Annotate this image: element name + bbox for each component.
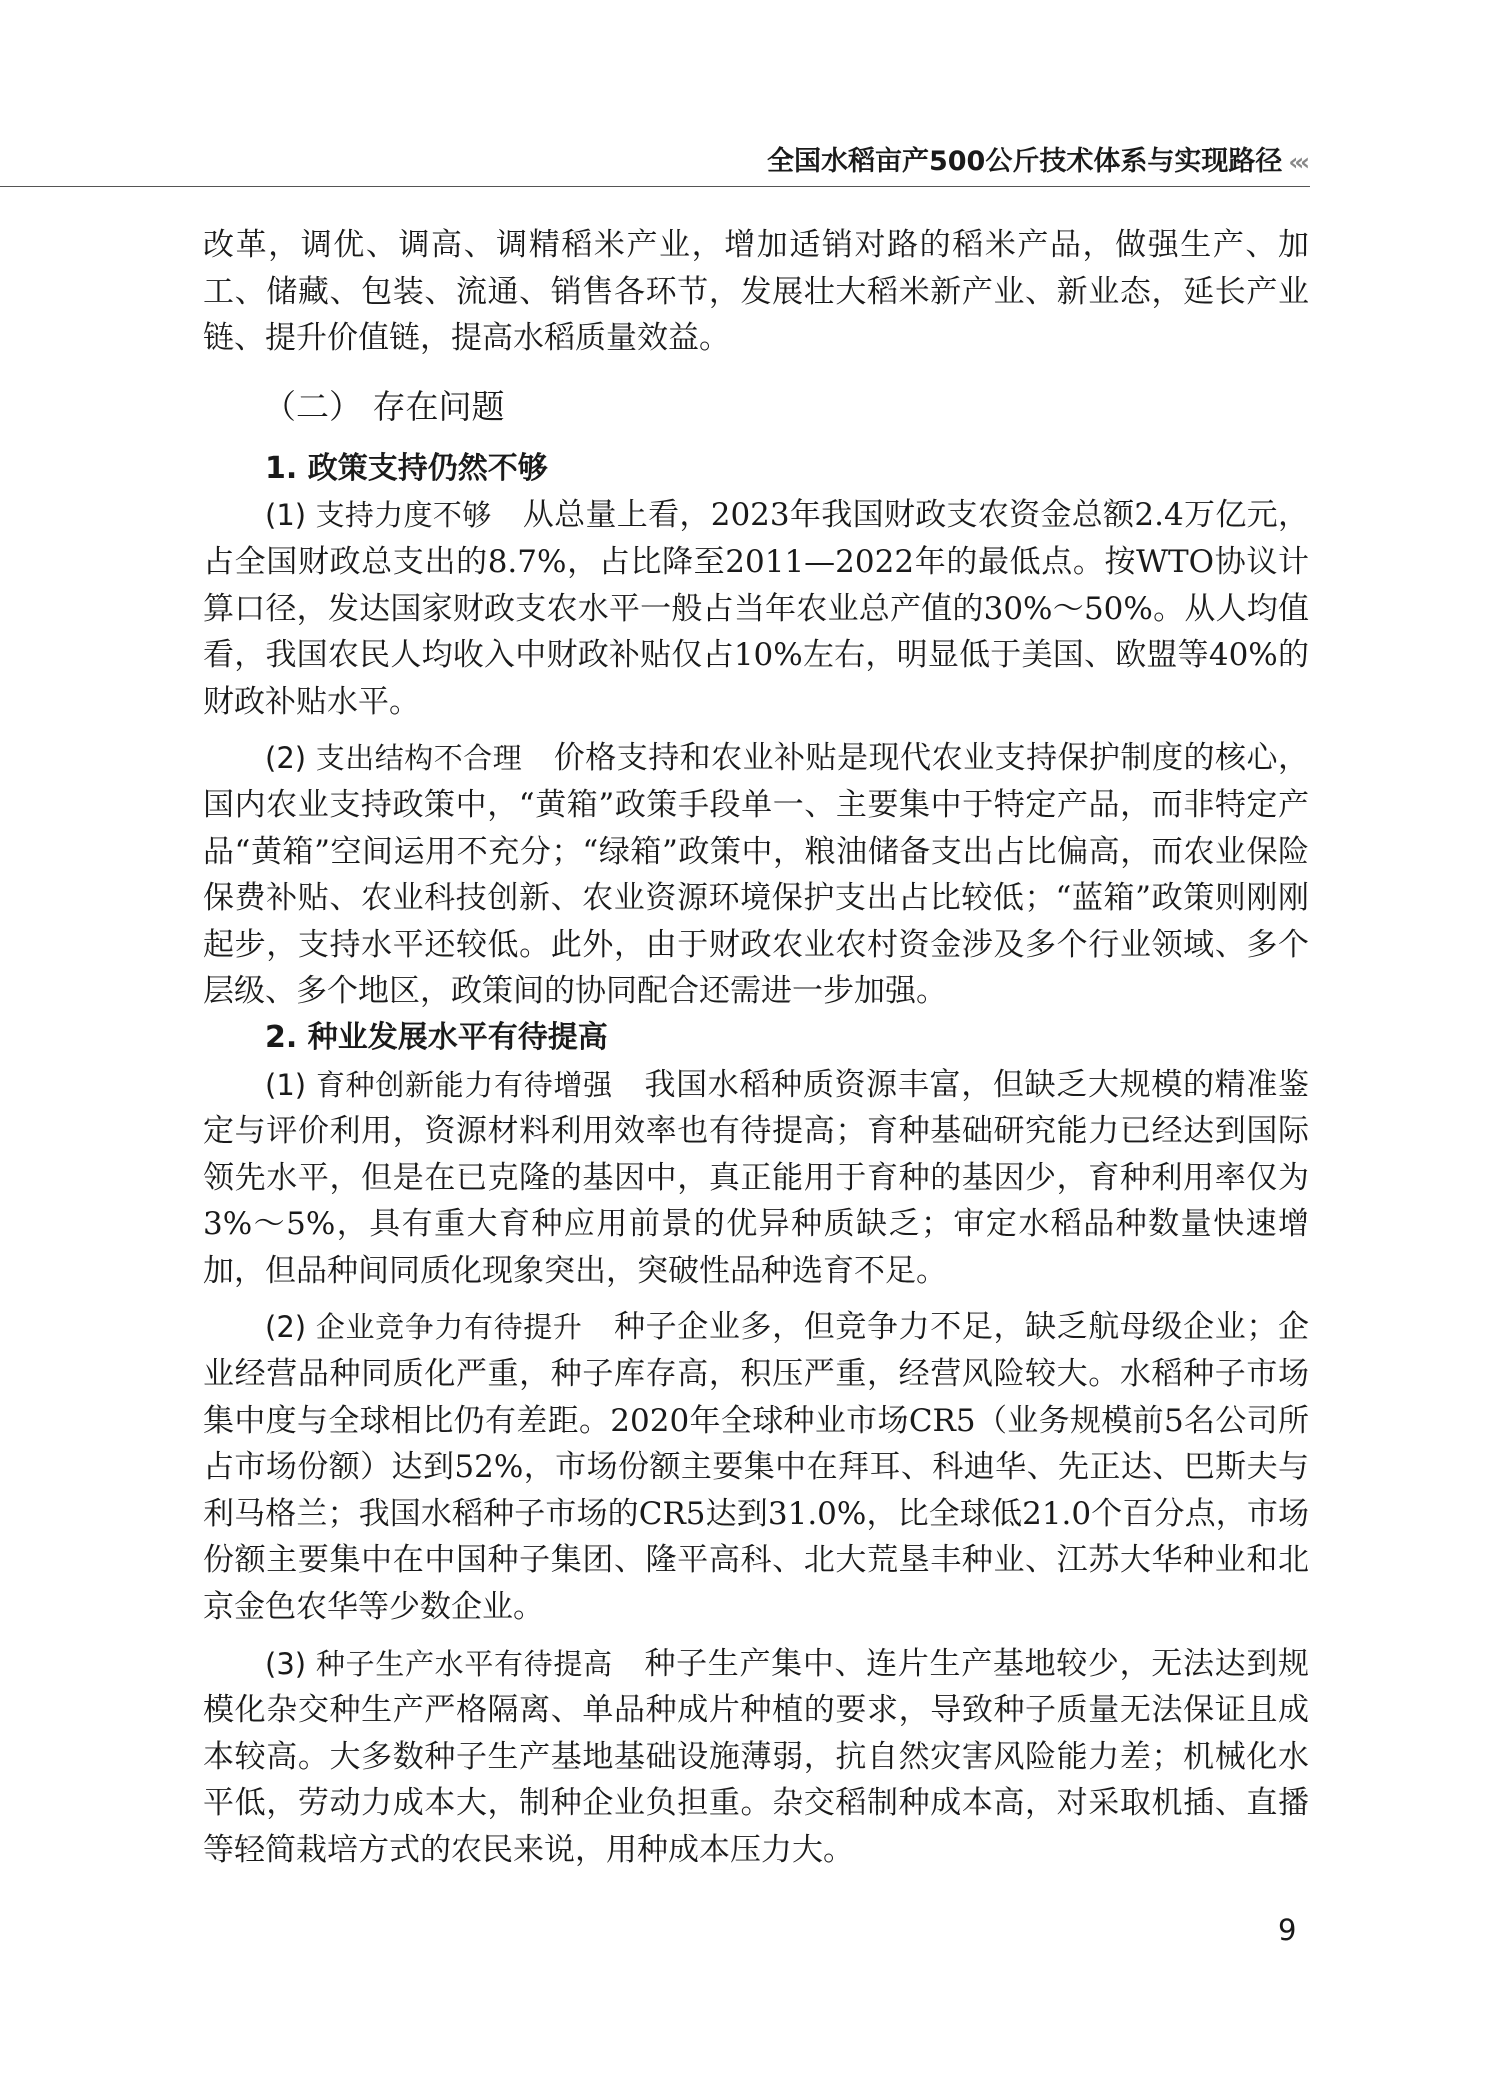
running-header (0, 142, 1306, 182)
section-heading: （二） 存在问题 (263, 386, 505, 426)
paragraph-lead: (3) 种子生产水平有待提高 (265, 1646, 613, 1681)
paragraph-breeding-innovation (203, 1062, 1309, 1295)
chevron-left-icon: ‹‹‹ (1288, 148, 1306, 176)
paragraph-text: 种子生产集中、连片生产基地较少，无法达到规模化杂交种生产严格隔离、单品种成片种植的要求，导致种子质量无法保证且成本较高。大多数种子生产基地基础设施薄弱，抗自然灾害风险能力差；机械化水平低，劳动力成本大，制种企业负担重。杂交稻制种成本高，对采取机插、直播等轻简栽培方式的农民来说，用种成本压力大。 (203, 1645, 1309, 1868)
subheading-seed-industry: 2. 种业发展水平有待提高 (265, 1019, 608, 1055)
paragraph-text: 我国水稻种质资源丰富，但缺乏大规模的精准鉴定与评价利用，资源材料利用效率也有待提高；育种基础研究能力已经达到国际领先水平，但是在已克隆的基因中，真正能用于育种的基因少，育种利用率仅为3%～5%，具有重大育种应用前景的优异种质缺乏；审定水稻品种数量快速增加，但品种间同质化现象突出，突破性品种选育不足。 (203, 1066, 1309, 1289)
paragraph-lead: (1) 支持力度不够 (265, 498, 492, 533)
paragraph-lead: (2) 支出结构不合理 (265, 741, 523, 776)
paragraph-lead: (1) 育种创新能力有待增强 (265, 1067, 613, 1102)
header-title: 全国水稻亩产500公斤技术体系与实现路径 (766, 146, 1283, 177)
paragraph-text: 价格支持和农业补贴是现代农业支持保护制度的核心，国内农业支持政策中，“黄箱”政策手段单一、主要集中于特定产品，而非特定产品“黄箱”空间运用不充分；“绿箱”政策中，粮油储备支出占比偏高，而农业保险保费补贴、农业科技创新、农业资源环境保护支出占比较低；“蓝箱”政策则刚刚起步，支持水平还较低。此外，由于财政农业农村资金涉及多个行业领域、多个层级、多个地区，政策间的协同配合还需进一步加强。 (203, 740, 1309, 1010)
paragraph-text: 从总量上看，2023年我国财政支农资金总额2.4万亿元，占全国财政总支出的8.7%，占比降至2011—2022年的最低点。按WTO协议计算口径，发达国家财政支农水平一般占当年农业总产值的30%～50%。从人均值看，我国农民人均收入中财政补贴仅占10%左右，明显低于美国、欧盟等40%的财政补贴水平。 (203, 497, 1309, 720)
paragraph-spending-structure (203, 735, 1309, 1015)
paragraph-lead: (2) 企业竞争力有待提升 (265, 1310, 583, 1345)
paragraph-support-strength (203, 492, 1309, 725)
paragraph-continuation: 改革，调优、调高、调精稻米产业，增加适销对路的稻米产品，做强生产、加工、储藏、包装、流通、销售各环节，发展壮大稻米新产业、新业态，延长产业链、提升价值链，提高水稻质量效益。 (203, 227, 1309, 357)
page-body (203, 222, 1309, 1874)
paragraph-text: 种子企业多，但竞争力不足，缺乏航母级企业；企业经营品种同质化严重，种子库存高，积压严重，经营风险较大。水稻种子市场集中度与全球相比仍有差距。2020年全球种业市场CR5（业务规模前5名公司所占市场份额）达到52%，市场份额主要集中在拜耳、科迪华、先正达、巴斯夫与利马格兰；我国水稻种子市场的CR5达到31.0%，比全球低21.0个百分点，市场份额主要集中在中国种子集团、隆平高科、北大荒垦丰种业、江苏大华种业和北京金色农华等少数企业。 (203, 1309, 1309, 1626)
header-rule (0, 186, 1310, 187)
subheading-policy-support: 1. 政策支持仍然不够 (265, 450, 548, 486)
page-number: 9 (1278, 1913, 1297, 1947)
paragraph-seed-production (203, 1641, 1309, 1874)
paragraph-enterprise-competitiveness (203, 1304, 1309, 1630)
